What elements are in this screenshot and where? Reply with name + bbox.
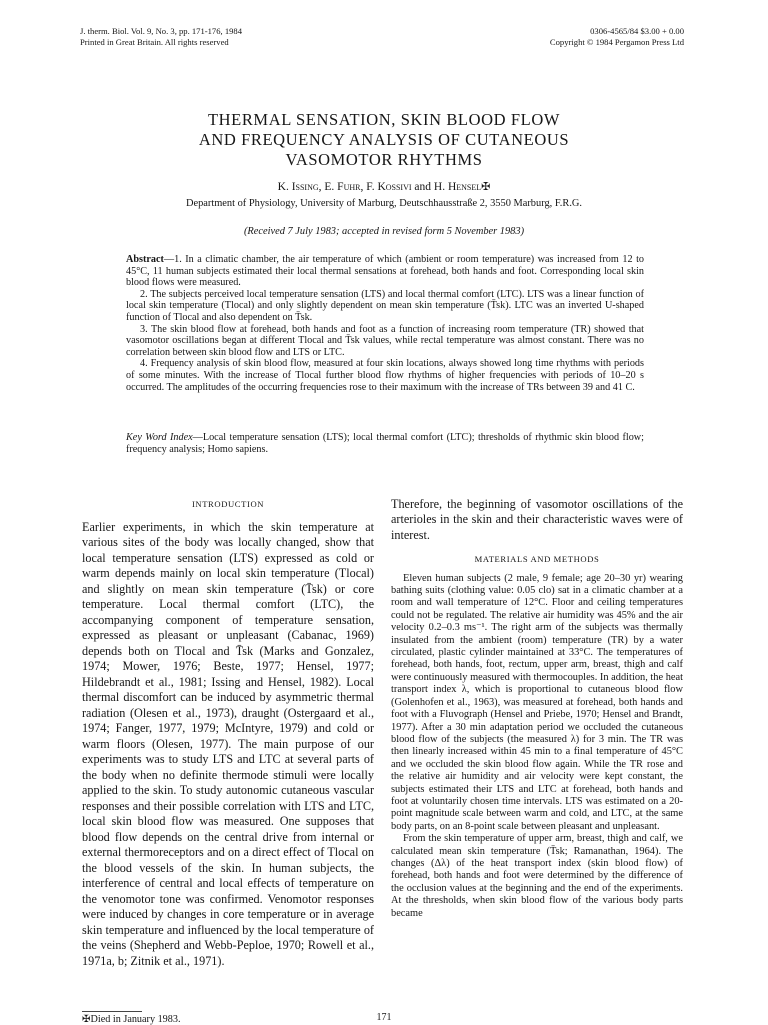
abstract-paragraph-1 — [126, 254, 644, 289]
author-3: F. Kossivi — [366, 181, 412, 193]
abstract — [126, 254, 644, 393]
journal-reference: J. therm. Biol. Vol. 9, No. 3, pp. 171-176, 1984 — [80, 26, 243, 36]
publisher-info — [550, 26, 684, 48]
introduction-text: Earlier experiments, in which the skin temperature at various sites of the body was locally changed, show that local temperature sensation (LTS) expressed as cold or warm depends mainly on local skin temperature (Tlocal) and slightly on mean skin temperature (T̄sk) or core temperature. Local thermal comfort (LTC), the accompanying component of temperature sensation, expressed as pleasant or unpleasant (Cabanac, 1969) depends both on Tlocal and T̄sk (Marks and Gonzalez, 1974; Mower, 1976; Beste, 1977; Hensel, 1977; Hildebrandt et al., 1981; Issing and Hensel, 1982). Local thermal discomfort can be induced by asymmetric thermal radiation (Olesen et al., 1973), draught (Ostergaard et al., 1974; Fanger, 1977, 1979; McIntyre, 1979) and cold or warm floors (Olesen, 1977). The main purpose of our experiments was to study LTS and LTC at several parts of the body when no definite thermode stimuli were locally applied to the skin. To study autonomic cutaneous vascular responses and their possible correlation with LTS and LTC, local skin blood flow was measured. One supposes that blood flow depends on the central drive from internal or external thermoreceptors and on a direct effect of Tlocal on the blood vessels of the skin. In human subjects, the interference of central and local effects of temperature on the venomotor tone was confirmed. Venomotor responses were induced by changes in core temperature or in average skin temperature and influenced by the local temperature of the veins (Shepherd and Webb-Peploe, 1970; Rowell et al., 1971a, b; Zitnik et al., 1971). — [82, 519, 374, 968]
left-column — [82, 497, 374, 969]
author-list — [90, 180, 678, 194]
affiliation: Department of Physiology, University of Marburg, Deutschhausstraße 2, 3550 Marburg, F.R.G. — [185, 198, 583, 209]
journal-citation — [80, 26, 242, 48]
methods-paragraph-1: Eleven human subjects (2 male, 9 female; age 20–30 yr) wearing bathing suits (clothing value: 0.05 clo) sat in a climatic chamber at a room and wall temperature of 12°C. Floor and ceiling temperatures could not be regulated. The relative air humidity was 45% and the air velocity 0.2–0.3 ms⁻¹. The right arm of the subjects was thermally insulated from the ambient (room) temperature (TR) by a water circulated, plastic cylinder maintained at 33°C. The temperatures of forehead, both hands, foot, rectum, upper arm, breast, thigh and calf were continuously measured with thermocouples. In addition, the heat transport index λ, which is proportional to cutaneous blood flow (Golenhofen et al., 1963), was measured at forehead, both hands and foot with a Fluvograph (Hensel and Priebe, 1970; Hensel and Brandt, 1977). After a 30 min adaptation period we occluded the cutaneous blood flow of the subjects (the measured λ) for 3 min. The TR was then linearly increased within 45 min to a final temperature of 45°C and we occluded the skin blood flow again. While the TR rose and the relative air humidity and air velocity were kept constant, the subjects estimated their LTS and LTC at forehead, both hands and foot at voluntarily chosen time intervals. LTS was estimated on a 20-point magnitude scale between warm and cold, and LTC, at the same body parts, on an 8-point scale between pleasant and unpleasant. — [391, 572, 684, 832]
author-and: and — [414, 181, 432, 193]
abstract-paragraph-3: 3. The skin blood flow at forehead, both hands and foot as a function of increasing room temperature (TR) showed that vasomotor oscillations began at different Tlocal and T̄sk values, while rectal temperature was almost constant. There was no correlation between skin blood flow and LTS or LTC. — [126, 323, 644, 358]
keyword-text: —Local temperature sensation (LTS); local thermal comfort (LTC); thresholds of rhythmic skin blood flow; frequency analysis; Homo sapiens. — [126, 432, 644, 455]
introduction-continuation: Therefore, the beginning of vasomotor oscillations of the arterioles in the skin and their characteristic waves were of interest. — [391, 497, 683, 542]
abstract-paragraph-2: 2. The subjects perceived local temperature sensation (LTS) and local thermal comfort (LTC). LTS was a linear function of local skin temperature (Tlocal) and only slightly dependent on mean skin temperature (T̄sk). LTC was an inverted U-shaped function of Tlocal and also dependent on T̄sk. — [126, 288, 644, 323]
author-1: K. Issing, — [277, 181, 322, 193]
paper-title — [90, 110, 678, 170]
deceased-mark-icon: ✠ — [481, 181, 491, 193]
copyright: Copyright © 1984 Pergamon Press Ltd — [549, 37, 684, 47]
keyword-index — [126, 432, 644, 456]
keyword-label: Key Word Index — [126, 432, 193, 443]
printed-note: Printed in Great Britain. All rights reserved — [80, 37, 229, 47]
title-line-3: VASOMOTOR RHYTHMS — [285, 150, 483, 169]
received-dates: (Received 7 July 1983; accepted in revised form 5 November 1983) — [243, 226, 525, 237]
issn: 0306-4565/84 $3.00 + 0.00 — [590, 26, 684, 36]
introduction-heading: INTRODUCTION — [191, 499, 265, 509]
author-4: H. Hensel — [433, 181, 482, 193]
methods-paragraph-2: From the skin temperature of upper arm, breast, thigh and calf, we calculated mean skin temperature (T̄sk; Ramanathan, 1964). The changes (Δλ) of the heat transport index (skin blood flow) of forehead, both hands and foot were determined by the difference of the occlusion values at the beginning and the end of the experiments. At the thresholds, when skin blood flow of the various body parts became — [391, 833, 683, 919]
title-line-2: AND FREQUENCY ANALYSIS OF CUTANEOUS — [198, 130, 570, 149]
footnote: ✠Died in January 1983. — [82, 1014, 181, 1025]
title-line-1: THERMAL SENSATION, SKIN BLOOD FLOW — [207, 110, 561, 129]
abstract-text-1: —1. In a climatic chamber, the air temperature of which (ambient or room temperature) was increased from 12 to 45°C, 11 human subjects estimated their local thermal sensations at forehead, both hands and foot. Corresponding local skin blood flows were measured. — [126, 254, 644, 289]
methods-heading: MATERIALS AND METHODS — [474, 554, 600, 565]
abstract-label: Abstract — [126, 254, 164, 265]
right-column — [391, 497, 683, 920]
author-2: E. Fuhr, — [324, 181, 364, 193]
abstract-paragraph-4: 4. Frequency analysis of skin blood flow, measured at four skin locations, always showed long time rhythms with periods of some minutes. With the increase of Tlocal further blood flow rhythms of higher frequencies with periods of 10–20 s occurred. The amplitudes of the occurring frequencies rose to their maximum with the increase of TRs between 39 and 41 C. — [126, 358, 644, 393]
page-number: 171 — [376, 1012, 392, 1023]
